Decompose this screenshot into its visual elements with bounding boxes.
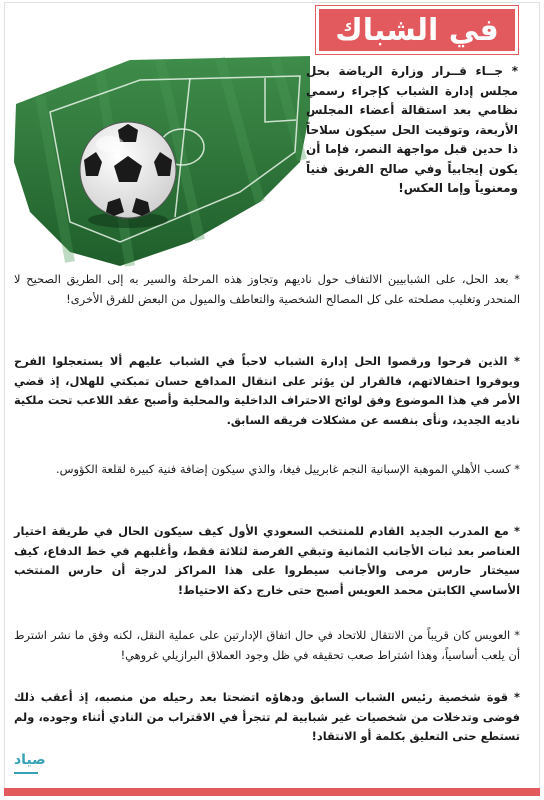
article-paragraph: * مع المدرب الجديد القادم للمنتخب السعودي الأول كيف سيكون الحال في طريقة اختيار العناصر بعد ثبات الأجانب الثمانية وتبقي الفرصة لثلاثة فقط، وأغلبهم في خط الدفاع، كيف سيختار حارس مرمى والأجانب سيطروا على هذا المراكز لدرجة أن حارس المنتخب الأساسي الكابتن محمد العويس أصبح حتى خارج دكة الاحتياط! bbox=[14, 524, 520, 597]
article-paragraph: * الذين فرحوا ورقصوا الحل إدارة الشباب لاحباً في الشباب عليهم ألا يستعجلوا الفرح ويوفروا احتفالاتهم، فالقرار لن يؤثر على انتقال المدافع حسان تمبكتي للهلال، إذ قضي الأمر في هذا الموضوع وفق لوائح الاحتراف الداخلية والمحلية وأصبح عقد اللاعب تحت ملكية ناديه الجديد، ونأى بنفسه عن مشكلات فريقه السابق. bbox=[14, 354, 520, 427]
author-byline: صياد bbox=[14, 752, 46, 768]
soccer-ball-icon bbox=[80, 122, 176, 218]
bottom-accent-bar bbox=[4, 788, 540, 796]
article-paragraph: * العويس كان قريباً من الانتقال للاتحاد في حال اتفاق الإدارتين على عملية النقل، لكنه وفق ما نشر اشترط أن يلعب أساسياً، وهذا اشتراط صعب تحقيقه في ظل وجود العملاق البرازيلي غروهي! bbox=[14, 628, 520, 662]
article-paragraph: * قوة شخصية رئيس الشباب السابق ودهاؤه اتضحتا بعد رحيله من منصبه، إذ أعقب ذلك فوضى وتدخلات من شخصيات غير شبابية لم تتجرأ في الاقتراب من النادي أثناء وجوده، ولم تستطع حتى التعليق بكلمة أو الانتقاد! bbox=[14, 690, 520, 743]
article-paragraph: * كسب الأهلي الموهبة الإسبانية النجم غابرييل فيغا، والذي سيكون إضافة فنية كبيرة لقلعة الكؤوس. bbox=[55, 462, 520, 476]
byline-underline bbox=[14, 772, 38, 774]
article-paragraph: * بعد الحل، على الشبابيين الالتفاف حول ناديهم وتجاوز هذه المرحلة والسير به إلى الطريق الصحيح لا المنحدر وتغليب مصلحته على كل المصالح الشخصية والتعاطف والميول من البعض للفرق الأخرى! bbox=[14, 272, 520, 306]
section-title: في الشباك bbox=[316, 6, 518, 54]
lead-paragraph: * جــاء قــرار وزارة الرياضة بحل مجلس إدارة الشباب كإجراء رسمي نظامي بعد استقالة أعضاء المجلس الأربعة، وتوقيت الحل سيكون سلاحاً ذا حدين قبل مواجهة النصر، فإما أن يكون إيجابياً وفي صالح الفريق فنياً ومعنوياً وإما العكس! bbox=[306, 64, 518, 195]
football-pitch-illustration bbox=[10, 52, 316, 270]
